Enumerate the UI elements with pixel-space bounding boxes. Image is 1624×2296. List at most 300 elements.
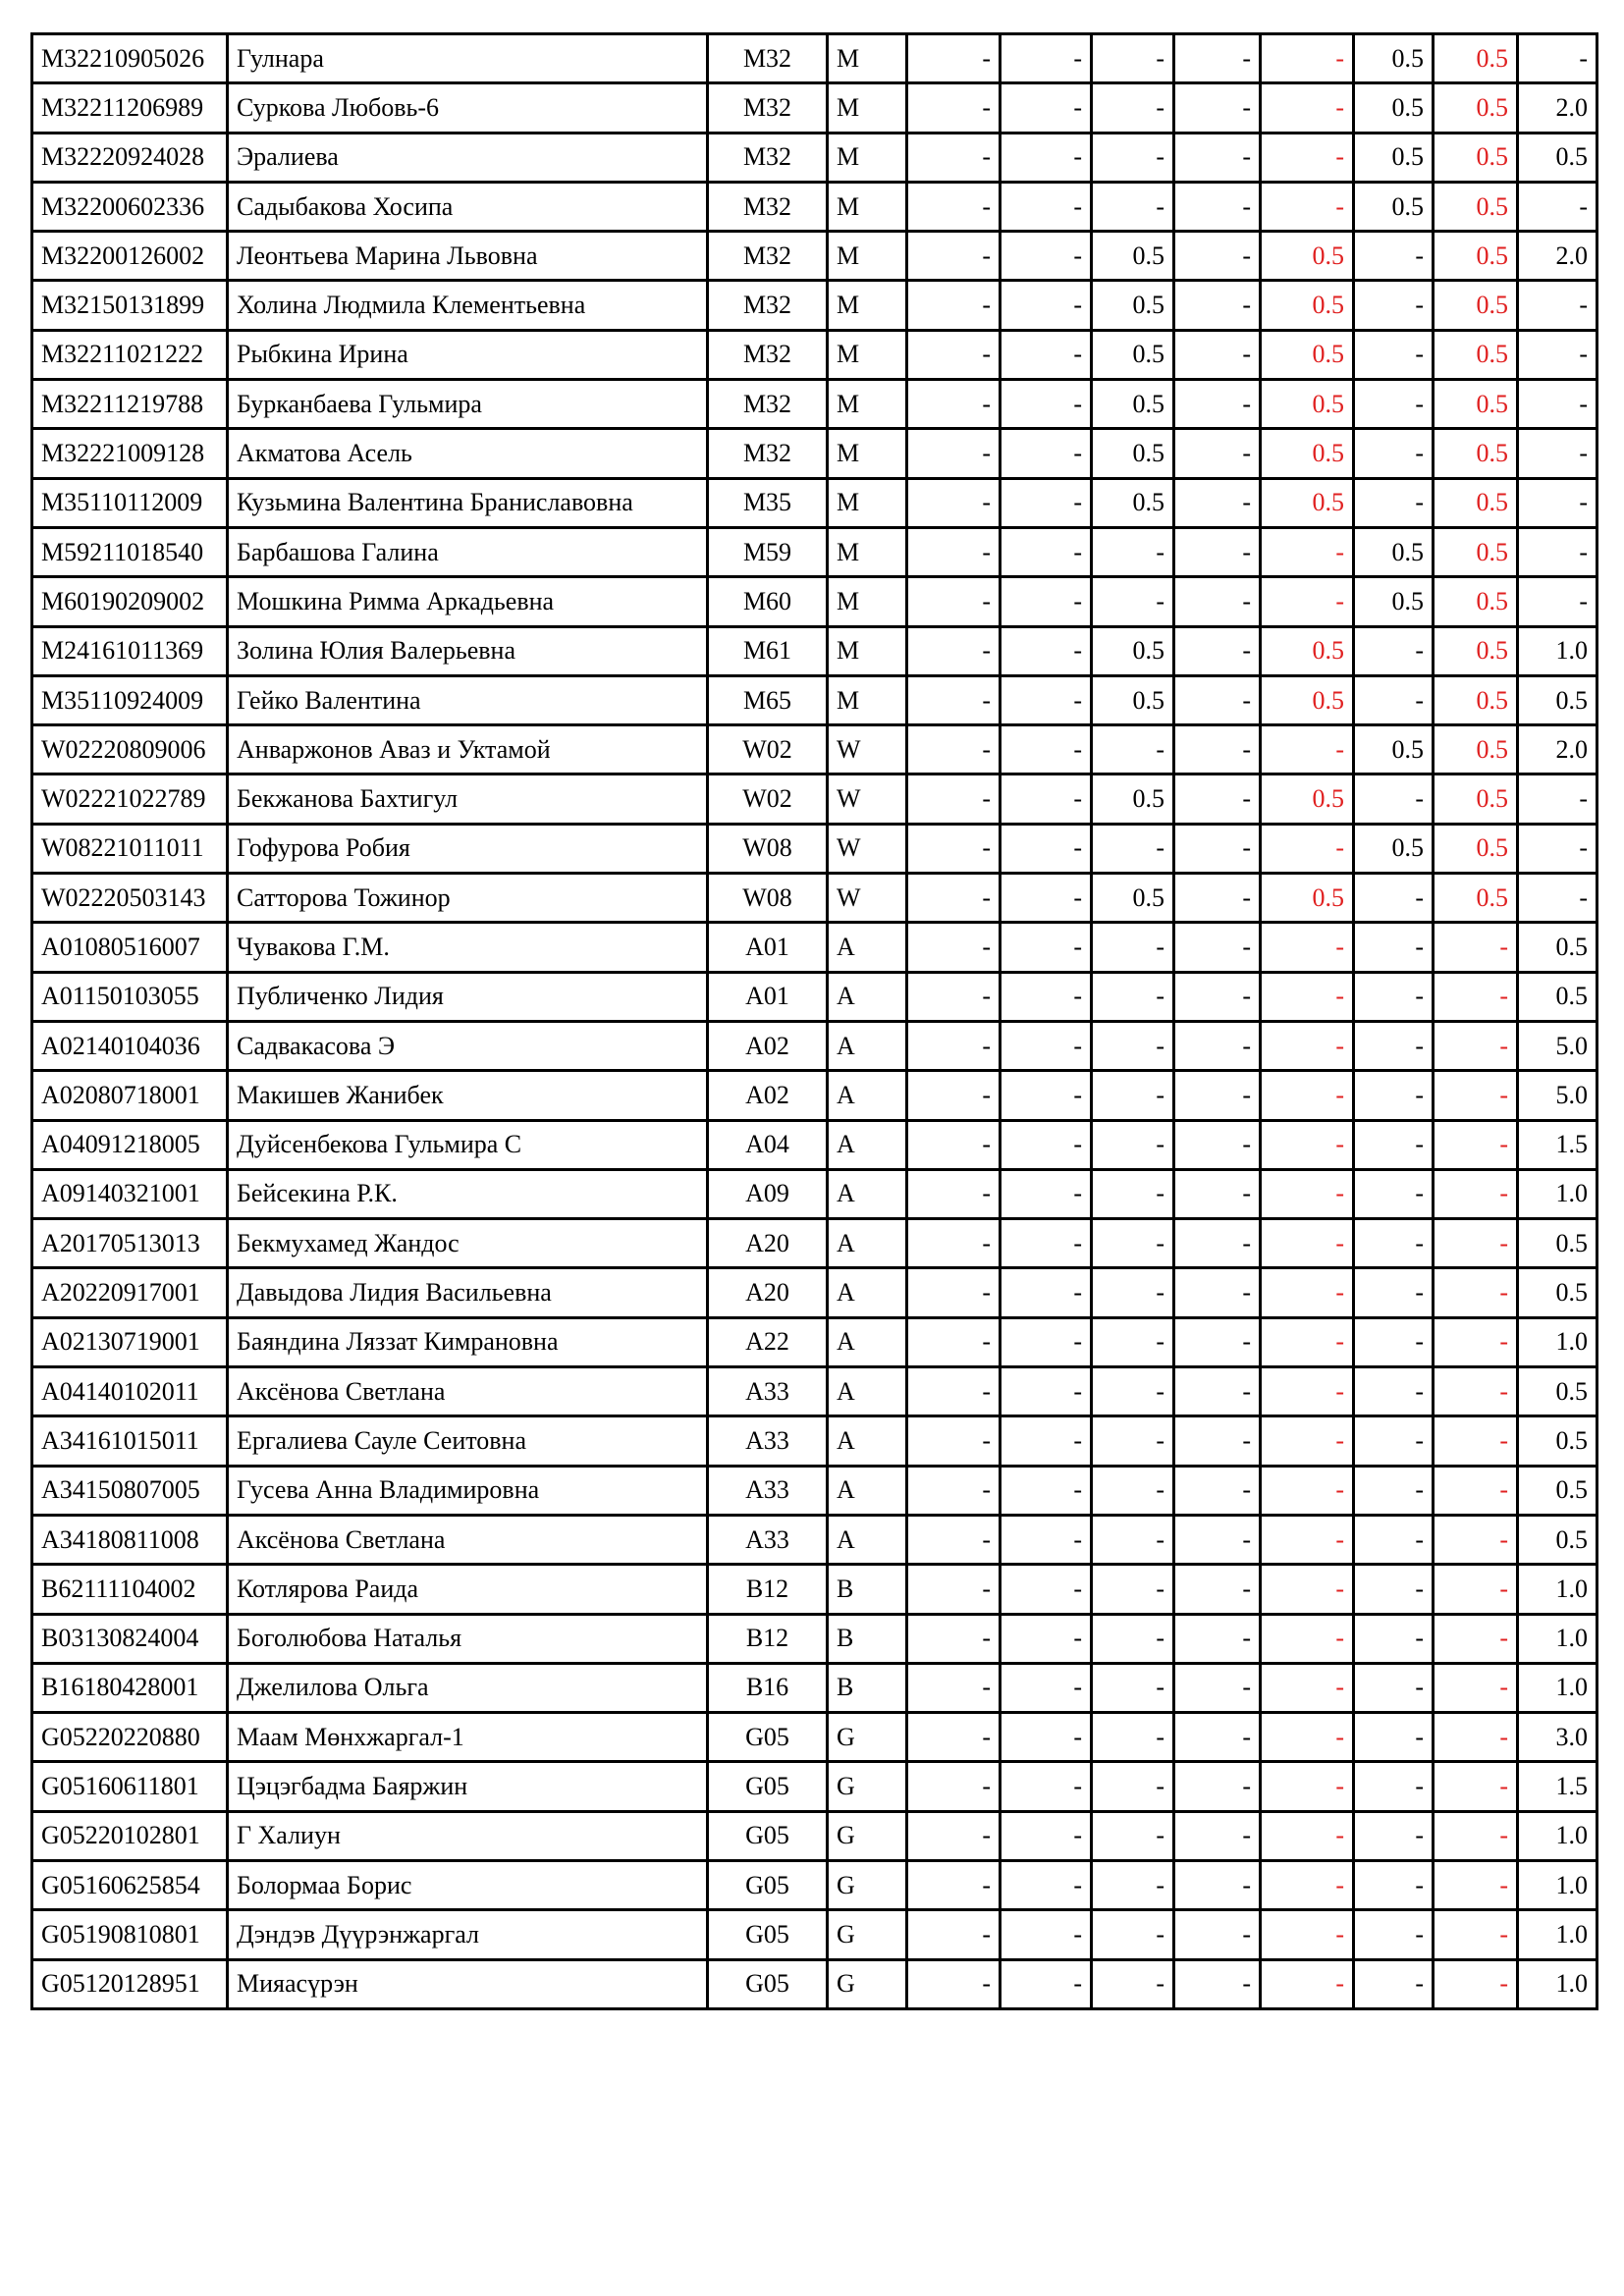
name-cell: Анваржонов Аваз и Уктамой <box>228 725 708 774</box>
value-cell: 0.5 <box>1434 34 1518 83</box>
letter-cell: A <box>828 1169 907 1218</box>
value-cell: - <box>1001 1663 1092 1712</box>
value-cell: - <box>1261 1071 1354 1120</box>
value-cell: - <box>1518 774 1597 824</box>
name-cell: Бекжанова Бахтигул <box>228 774 708 824</box>
value-cell: - <box>1261 34 1354 83</box>
value-cell: - <box>1261 824 1354 873</box>
value-cell: 0.5 <box>1434 577 1518 626</box>
value-cell: 0.5 <box>1434 281 1518 330</box>
value-cell: - <box>1261 1663 1354 1712</box>
code-cell: A20220917001 <box>32 1268 228 1317</box>
value-cell: - <box>1261 1515 1354 1564</box>
group-cell: W02 <box>708 725 828 774</box>
name-cell: Г Халиун <box>228 1811 708 1860</box>
code-cell: M32211219788 <box>32 380 228 429</box>
table-row <box>32 1169 1597 1218</box>
name-cell: Маам Мөнхжаргал-1 <box>228 1713 708 1762</box>
code-cell: A02130719001 <box>32 1317 228 1366</box>
value-cell: - <box>907 1367 1001 1416</box>
name-cell: Котлярова Раида <box>228 1565 708 1614</box>
value-cell: - <box>1261 725 1354 774</box>
letter-cell: W <box>828 725 907 774</box>
value-cell: - <box>1261 1219 1354 1268</box>
value-cell: - <box>1434 1466 1518 1515</box>
code-cell: G05120128951 <box>32 1959 228 2008</box>
value-cell: - <box>1174 1268 1261 1317</box>
value-cell: - <box>907 330 1001 379</box>
value-cell: - <box>907 1811 1001 1860</box>
value-cell: - <box>1174 1614 1261 1663</box>
name-cell: Бейсекина Р.К. <box>228 1169 708 1218</box>
value-cell: - <box>907 1169 1001 1218</box>
letter-cell: W <box>828 874 907 923</box>
value-cell: 0.5 <box>1354 725 1434 774</box>
value-cell: - <box>1518 478 1597 527</box>
letter-cell: W <box>828 824 907 873</box>
table-row <box>32 1910 1597 1959</box>
value-cell: - <box>1354 874 1434 923</box>
value-cell: - <box>1001 232 1092 281</box>
value-cell: - <box>907 1021 1001 1070</box>
value-cell: 0.5 <box>1434 182 1518 231</box>
value-cell: - <box>1001 182 1092 231</box>
letter-cell: M <box>828 232 907 281</box>
value-cell: - <box>1174 1959 1261 2008</box>
letter-cell: M <box>828 330 907 379</box>
name-cell: Дуйсенбекова Гульмира С <box>228 1120 708 1169</box>
value-cell: - <box>1434 1910 1518 1959</box>
value-cell: - <box>1354 1515 1434 1564</box>
code-cell: A34150807005 <box>32 1466 228 1515</box>
value-cell: - <box>1174 133 1261 182</box>
value-cell: - <box>907 824 1001 873</box>
value-cell: 0.5 <box>1092 478 1174 527</box>
value-cell: 0.5 <box>1518 1268 1597 1317</box>
value-cell: - <box>1354 1565 1434 1614</box>
name-cell: Леонтьева Марина Львовна <box>228 232 708 281</box>
value-cell: 0.5 <box>1434 626 1518 675</box>
name-cell: Мошкина Римма Аркадьевна <box>228 577 708 626</box>
letter-cell: M <box>828 429 907 478</box>
group-cell: M32 <box>708 133 828 182</box>
value-cell: - <box>907 577 1001 626</box>
value-cell: - <box>907 1860 1001 1909</box>
value-cell: 0.5 <box>1434 725 1518 774</box>
letter-cell: G <box>828 1762 907 1811</box>
value-cell: 0.5 <box>1434 380 1518 429</box>
code-cell: A09140321001 <box>32 1169 228 1218</box>
value-cell: - <box>1092 1860 1174 1909</box>
value-cell: 0.5 <box>1092 874 1174 923</box>
value-cell: - <box>1001 725 1092 774</box>
group-cell: A20 <box>708 1219 828 1268</box>
value-cell: 0.5 <box>1518 133 1597 182</box>
group-cell: B12 <box>708 1614 828 1663</box>
code-cell: M32200126002 <box>32 232 228 281</box>
name-cell: Холина Людмила Клементьевна <box>228 281 708 330</box>
group-cell: G05 <box>708 1811 828 1860</box>
group-cell: M32 <box>708 281 828 330</box>
value-cell: - <box>1261 1021 1354 1070</box>
value-cell: - <box>1001 1762 1092 1811</box>
code-cell: M32221009128 <box>32 429 228 478</box>
code-cell: M32211021222 <box>32 330 228 379</box>
value-cell: 1.0 <box>1518 1811 1597 1860</box>
table-row <box>32 1367 1597 1416</box>
table-row <box>32 1416 1597 1466</box>
value-cell: - <box>907 725 1001 774</box>
code-cell: M24161011369 <box>32 626 228 675</box>
value-cell: 1.0 <box>1518 1663 1597 1712</box>
value-cell: - <box>1261 133 1354 182</box>
group-cell: A09 <box>708 1169 828 1218</box>
value-cell: - <box>907 1614 1001 1663</box>
value-cell: - <box>1001 1811 1092 1860</box>
value-cell: 0.5 <box>1518 972 1597 1021</box>
table-row <box>32 725 1597 774</box>
value-cell: - <box>1174 1466 1261 1515</box>
value-cell: - <box>1001 1860 1092 1909</box>
value-cell: 0.5 <box>1354 527 1434 576</box>
value-cell: - <box>1354 1713 1434 1762</box>
code-cell: A01150103055 <box>32 972 228 1021</box>
value-cell: - <box>1092 1811 1174 1860</box>
value-cell: 1.0 <box>1518 1317 1597 1366</box>
table-row <box>32 182 1597 231</box>
value-cell: - <box>1261 972 1354 1021</box>
value-cell: - <box>1092 972 1174 1021</box>
value-cell: - <box>1261 1120 1354 1169</box>
group-cell: A04 <box>708 1120 828 1169</box>
group-cell: M32 <box>708 182 828 231</box>
value-cell: - <box>907 972 1001 1021</box>
group-cell: A33 <box>708 1466 828 1515</box>
table-row <box>32 675 1597 724</box>
value-cell: - <box>1354 1120 1434 1169</box>
code-cell: A01080516007 <box>32 923 228 972</box>
code-cell: A04140102011 <box>32 1367 228 1416</box>
code-cell: M32210905026 <box>32 34 228 83</box>
letter-cell: A <box>828 1466 907 1515</box>
code-cell: M35110924009 <box>32 675 228 724</box>
value-cell: - <box>1261 1317 1354 1366</box>
value-cell: 0.5 <box>1434 874 1518 923</box>
value-cell: 1.0 <box>1518 1959 1597 2008</box>
name-cell: Садвакасова Э <box>228 1021 708 1070</box>
value-cell: - <box>1261 1860 1354 1909</box>
table-row <box>32 527 1597 576</box>
value-cell: 0.5 <box>1261 774 1354 824</box>
value-cell: 0.5 <box>1092 626 1174 675</box>
value-cell: - <box>1518 429 1597 478</box>
value-cell: - <box>1174 1663 1261 1712</box>
value-cell: 0.5 <box>1261 281 1354 330</box>
code-cell: M60190209002 <box>32 577 228 626</box>
value-cell: - <box>1092 34 1174 83</box>
value-cell: - <box>1001 429 1092 478</box>
letter-cell: A <box>828 923 907 972</box>
name-cell: Давыдова Лидия Васильевна <box>228 1268 708 1317</box>
name-cell: Барбашова Галина <box>228 527 708 576</box>
value-cell: - <box>907 1219 1001 1268</box>
value-cell: - <box>907 1515 1001 1564</box>
group-cell: M32 <box>708 83 828 133</box>
value-cell: - <box>1001 1268 1092 1317</box>
group-cell: G05 <box>708 1910 828 1959</box>
value-cell: - <box>907 429 1001 478</box>
group-cell: M32 <box>708 330 828 379</box>
value-cell: - <box>1261 1614 1354 1663</box>
table-row <box>32 874 1597 923</box>
name-cell: Гофурова Робия <box>228 824 708 873</box>
value-cell: - <box>1354 1959 1434 2008</box>
value-cell: - <box>1001 133 1092 182</box>
value-cell: - <box>1092 923 1174 972</box>
name-cell: Аксёнова Светлана <box>228 1367 708 1416</box>
code-cell: G05190810801 <box>32 1910 228 1959</box>
group-cell: W08 <box>708 824 828 873</box>
table-row <box>32 1811 1597 1860</box>
value-cell: 2.0 <box>1518 725 1597 774</box>
value-cell: - <box>1001 972 1092 1021</box>
value-cell: - <box>1001 1317 1092 1366</box>
value-cell: - <box>1092 1169 1174 1218</box>
table-row <box>32 1515 1597 1564</box>
value-cell: - <box>907 1120 1001 1169</box>
code-cell: B16180428001 <box>32 1663 228 1712</box>
letter-cell: A <box>828 1515 907 1564</box>
value-cell: - <box>1174 626 1261 675</box>
code-cell: M59211018540 <box>32 527 228 576</box>
table-row <box>32 923 1597 972</box>
value-cell: - <box>1261 83 1354 133</box>
letter-cell: G <box>828 1959 907 2008</box>
letter-cell: M <box>828 577 907 626</box>
table-row <box>32 429 1597 478</box>
value-cell: - <box>1174 1910 1261 1959</box>
value-cell: - <box>1174 1762 1261 1811</box>
letter-cell: G <box>828 1811 907 1860</box>
value-cell: - <box>1174 675 1261 724</box>
value-cell: - <box>1174 972 1261 1021</box>
value-cell: - <box>1261 923 1354 972</box>
value-cell: - <box>1092 1367 1174 1416</box>
letter-cell: B <box>828 1663 907 1712</box>
value-cell: 0.5 <box>1434 527 1518 576</box>
value-cell: - <box>1174 1219 1261 1268</box>
value-cell: 0.5 <box>1434 824 1518 873</box>
value-cell: - <box>1518 874 1597 923</box>
value-cell: 0.5 <box>1261 232 1354 281</box>
value-cell: 2.0 <box>1518 232 1597 281</box>
value-cell: - <box>1174 83 1261 133</box>
value-cell: - <box>1434 1317 1518 1366</box>
code-cell: M32211206989 <box>32 83 228 133</box>
value-cell: - <box>1354 1021 1434 1070</box>
value-cell: 0.5 <box>1092 281 1174 330</box>
value-cell: - <box>1092 1663 1174 1712</box>
value-cell: - <box>1434 1268 1518 1317</box>
value-cell: - <box>1174 1169 1261 1218</box>
letter-cell: M <box>828 478 907 527</box>
value-cell: - <box>1434 1959 1518 2008</box>
value-cell: - <box>907 380 1001 429</box>
code-cell: G05160611801 <box>32 1762 228 1811</box>
value-cell: - <box>1092 1515 1174 1564</box>
value-cell: - <box>1001 1515 1092 1564</box>
value-cell: - <box>1434 1367 1518 1416</box>
table-row <box>32 133 1597 182</box>
value-cell: - <box>1001 527 1092 576</box>
table-row <box>32 478 1597 527</box>
group-cell: A02 <box>708 1021 828 1070</box>
group-cell: A20 <box>708 1268 828 1317</box>
value-cell: - <box>907 182 1001 231</box>
value-cell: 0.5 <box>1092 429 1174 478</box>
group-cell: A01 <box>708 923 828 972</box>
value-cell: - <box>1001 923 1092 972</box>
value-cell: - <box>1001 1367 1092 1416</box>
table-row <box>32 1614 1597 1663</box>
letter-cell: G <box>828 1910 907 1959</box>
group-cell: M60 <box>708 577 828 626</box>
value-cell: 0.5 <box>1434 675 1518 724</box>
value-cell: - <box>1174 380 1261 429</box>
value-cell: 0.5 <box>1261 874 1354 923</box>
value-cell: - <box>907 626 1001 675</box>
value-cell: - <box>1174 774 1261 824</box>
value-cell: 0.5 <box>1434 133 1518 182</box>
value-cell: - <box>1261 1565 1354 1614</box>
value-cell: - <box>1518 330 1597 379</box>
value-cell: 0.5 <box>1518 1416 1597 1466</box>
value-cell: - <box>907 923 1001 972</box>
table-row <box>32 1120 1597 1169</box>
value-cell: - <box>1174 1021 1261 1070</box>
table-row <box>32 1268 1597 1317</box>
value-cell: - <box>1001 83 1092 133</box>
value-cell: - <box>1354 1071 1434 1120</box>
value-cell: 3.0 <box>1518 1713 1597 1762</box>
value-cell: - <box>1174 725 1261 774</box>
value-cell: - <box>1261 577 1354 626</box>
value-cell: - <box>907 1071 1001 1120</box>
code-cell: A34161015011 <box>32 1416 228 1466</box>
value-cell: 0.5 <box>1434 232 1518 281</box>
value-cell: - <box>1174 1515 1261 1564</box>
table-row <box>32 1663 1597 1712</box>
letter-cell: M <box>828 83 907 133</box>
value-cell: - <box>1354 972 1434 1021</box>
group-cell: A33 <box>708 1367 828 1416</box>
value-cell: - <box>1001 824 1092 873</box>
value-cell: - <box>1001 1416 1092 1466</box>
name-cell: Сатторова Тожинор <box>228 874 708 923</box>
value-cell: - <box>1092 1021 1174 1070</box>
value-cell: 1.0 <box>1518 1614 1597 1663</box>
data-table <box>30 32 1598 2010</box>
table-row <box>32 577 1597 626</box>
code-cell: M32200602336 <box>32 182 228 231</box>
group-cell: B12 <box>708 1565 828 1614</box>
letter-cell: M <box>828 626 907 675</box>
code-cell: G05160625854 <box>32 1860 228 1909</box>
name-cell: Бекмухамед Жандос <box>228 1219 708 1268</box>
value-cell: - <box>1092 824 1174 873</box>
value-cell: - <box>1354 1268 1434 1317</box>
value-cell: 0.5 <box>1354 83 1434 133</box>
value-cell: - <box>1001 380 1092 429</box>
value-cell: - <box>1434 1614 1518 1663</box>
code-cell: M32220924028 <box>32 133 228 182</box>
value-cell: 0.5 <box>1092 232 1174 281</box>
group-cell: M32 <box>708 429 828 478</box>
value-cell: 0.5 <box>1518 675 1597 724</box>
value-cell: - <box>1092 1910 1174 1959</box>
value-cell: - <box>1092 1120 1174 1169</box>
table-row <box>32 1565 1597 1614</box>
letter-cell: G <box>828 1713 907 1762</box>
value-cell: - <box>907 1762 1001 1811</box>
value-cell: - <box>907 1910 1001 1959</box>
group-cell: W08 <box>708 874 828 923</box>
code-cell: A20170513013 <box>32 1219 228 1268</box>
value-cell: - <box>1354 675 1434 724</box>
value-cell: - <box>1518 527 1597 576</box>
value-cell: - <box>1174 281 1261 330</box>
value-cell: - <box>907 1268 1001 1317</box>
value-cell: - <box>907 83 1001 133</box>
code-cell: W02220809006 <box>32 725 228 774</box>
letter-cell: A <box>828 1367 907 1416</box>
group-cell: A33 <box>708 1515 828 1564</box>
value-cell: - <box>1174 824 1261 873</box>
value-cell: - <box>1434 1860 1518 1909</box>
value-cell: - <box>1261 1811 1354 1860</box>
table-row <box>32 824 1597 873</box>
value-cell: - <box>907 774 1001 824</box>
name-cell: Публиченко Лидия <box>228 972 708 1021</box>
value-cell: - <box>1092 1959 1174 2008</box>
value-cell: 0.5 <box>1261 626 1354 675</box>
value-cell: - <box>1434 1811 1518 1860</box>
value-cell: - <box>1354 923 1434 972</box>
value-cell: - <box>1354 626 1434 675</box>
code-cell: A02140104036 <box>32 1021 228 1070</box>
value-cell: - <box>1261 1466 1354 1515</box>
value-cell: - <box>907 232 1001 281</box>
name-cell: Болормаа Борис <box>228 1860 708 1909</box>
value-cell: 0.5 <box>1354 133 1434 182</box>
value-cell: - <box>1001 675 1092 724</box>
value-cell: 0.5 <box>1434 478 1518 527</box>
value-cell: - <box>1518 380 1597 429</box>
value-cell: 0.5 <box>1518 1367 1597 1416</box>
name-cell: Баяндина Ляззат Кимрановна <box>228 1317 708 1366</box>
value-cell: - <box>1092 83 1174 133</box>
value-cell: 0.5 <box>1092 380 1174 429</box>
value-cell: - <box>1434 1663 1518 1712</box>
value-cell: - <box>1174 478 1261 527</box>
value-cell: - <box>1434 923 1518 972</box>
value-cell: 0.5 <box>1354 824 1434 873</box>
value-cell: - <box>1092 1565 1174 1614</box>
value-cell: - <box>1434 1515 1518 1564</box>
value-cell: - <box>1174 1713 1261 1762</box>
value-cell: - <box>1434 1713 1518 1762</box>
value-cell: 1.0 <box>1518 1565 1597 1614</box>
